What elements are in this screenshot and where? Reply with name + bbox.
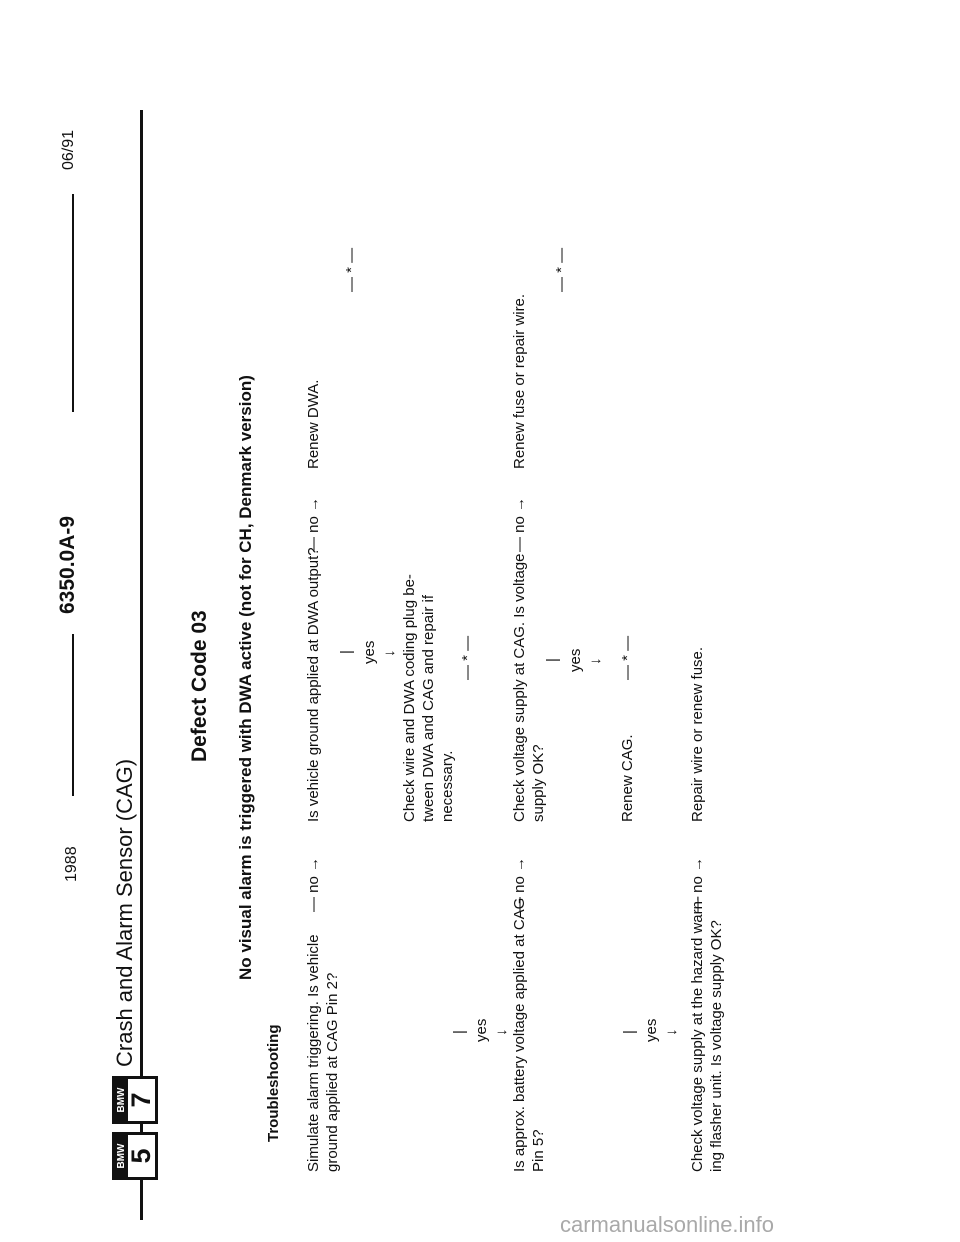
star-end-c: — * — xyxy=(553,247,570,292)
step4-yes-arrow-icon: ↓ xyxy=(587,657,604,665)
header-underline xyxy=(140,110,143,1220)
star-end-d: — * — xyxy=(619,635,636,680)
step3-no-arrow: — no → xyxy=(511,856,528,912)
step5-no-action: Repair wire or renew fuse. xyxy=(689,646,706,822)
step1-line2: ground applied at CAG Pin 2? xyxy=(324,972,341,1172)
step2-yes-arrow-icon: ↓ xyxy=(381,649,398,657)
section-title: Crash and Alarm Sensor (CAG) xyxy=(112,758,137,1067)
step2-yes-action-line2: tween DWA and CAG and repair if xyxy=(420,594,437,822)
header-year: 1988 xyxy=(63,846,80,882)
step1-yes-label: yes xyxy=(473,1018,490,1042)
step4-line1: Check voltage supply at CAG. Is voltage xyxy=(511,553,528,822)
step4-yes-label: yes xyxy=(567,648,584,672)
step1-yes-arrow-icon: ↓ xyxy=(493,1028,510,1036)
step5-line1: Check voltage supply at the hazard warn- xyxy=(689,896,706,1172)
section-heading: Troubleshooting xyxy=(265,1024,282,1142)
step2-yes-bar: | xyxy=(338,650,355,654)
step3-yes-arrow-icon: ↓ xyxy=(663,1028,680,1036)
bmw-series-badge-5: BMW 5 xyxy=(112,1132,158,1180)
step2-no-arrow: — no → xyxy=(305,496,322,552)
star-end-a: — * — xyxy=(343,247,360,292)
step1-yes-bar: | xyxy=(451,1030,468,1034)
step3-line2: Pin 5? xyxy=(530,1129,547,1172)
step2-yes-label: yes xyxy=(361,640,378,664)
header-doc-code: 6350.0A-9 xyxy=(56,515,79,614)
bmw-series-badge-7: BMW 7 xyxy=(112,1076,158,1124)
step2-yes-action-line1: Check wire and DWA coding plug be- xyxy=(401,574,418,822)
star-end-b: — * — xyxy=(459,635,476,680)
header-rule-right xyxy=(72,194,74,412)
header-rule-left xyxy=(72,634,74,796)
step4-yes-action: Renew CAG. xyxy=(619,734,636,822)
step3-line1: Is approx. battery voltage applied at CAG xyxy=(511,897,528,1172)
page-title: Defect Code 03 xyxy=(188,610,211,762)
step5-no-arrow: — no → xyxy=(689,856,706,912)
step1-no-arrow: — no → xyxy=(305,856,322,912)
step4-yes-bar: | xyxy=(544,658,561,662)
step5-line2: ing flasher unit. Is voltage supply OK? xyxy=(708,920,725,1172)
step2-line1: Is vehicle ground applied at DWA output? xyxy=(305,547,322,822)
step1-line1: Simulate alarm triggering. Is vehicle xyxy=(305,934,322,1172)
step4-no-action: Renew fuse or repair wire. xyxy=(511,293,528,469)
header-date: 06/91 xyxy=(60,129,77,170)
step2-no-action: Renew DWA. xyxy=(305,379,322,469)
step2-yes-action-line3: necessary. xyxy=(439,750,456,822)
step4-no-arrow: — no → xyxy=(511,496,528,552)
page-subtitle: No visual alarm is triggered with DWA active (not for CH, Denmark version) xyxy=(236,375,255,980)
step4-line2: supply OK? xyxy=(530,744,547,822)
step3-yes-bar: | xyxy=(621,1030,638,1034)
step3-yes-label: yes xyxy=(643,1018,660,1042)
watermark-link[interactable]: carmanualsonline.info xyxy=(560,1212,775,1237)
